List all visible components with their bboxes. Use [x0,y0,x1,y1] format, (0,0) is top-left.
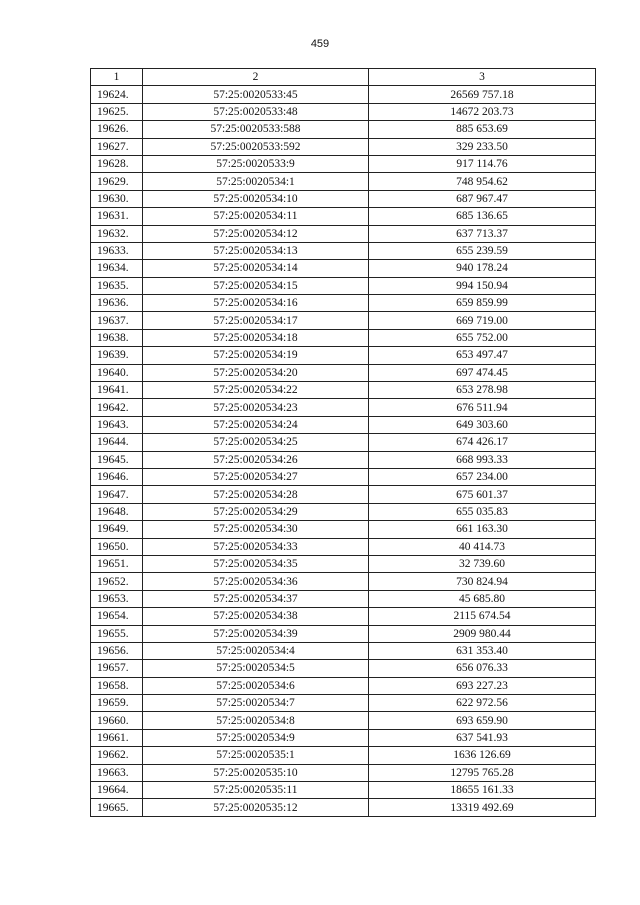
table-row [91,625,596,642]
cadastral-number: 57:25:0020534:39 [143,625,369,642]
row-number: 19651. [91,555,143,572]
row-number: 19640. [91,364,143,381]
table-row [91,538,596,555]
cadastral-value: 675 601.37 [369,486,596,503]
column-header-1: 1 [91,69,143,86]
cadastral-number: 57:25:0020534:29 [143,503,369,520]
row-number: 19656. [91,642,143,659]
cadastral-value: 657 234.00 [369,468,596,485]
cadastral-value: 653 497.47 [369,347,596,364]
table-row [91,364,596,381]
cadastral-value: 32 739.60 [369,555,596,572]
column-header-2: 2 [143,69,369,86]
table-row [91,295,596,312]
cadastral-value: 693 227.23 [369,677,596,694]
table-body [91,86,596,816]
row-number: 19657. [91,660,143,677]
row-number: 19641. [91,382,143,399]
cadastral-value: 13319 492.69 [369,799,596,816]
table-row [91,155,596,172]
row-number: 19655. [91,625,143,642]
cadastral-number: 57:25:0020534:35 [143,555,369,572]
table-row [91,677,596,694]
row-number: 19638. [91,329,143,346]
cadastral-number: 57:25:0020533:588 [143,121,369,138]
cadastral-number: 57:25:0020535:10 [143,764,369,781]
table-row [91,782,596,799]
table-row [91,138,596,155]
cadastral-value: 661 163.30 [369,521,596,538]
cadastral-value: 14672 203.73 [369,103,596,120]
cadastral-value: 917 114.76 [369,155,596,172]
cadastral-number: 57:25:0020534:36 [143,573,369,590]
table-row [91,608,596,625]
row-number: 19630. [91,190,143,207]
cadastral-value-table [90,68,596,817]
cadastral-number: 57:25:0020534:23 [143,399,369,416]
row-number: 19643. [91,416,143,433]
cadastral-number: 57:25:0020534:18 [143,329,369,346]
table-row [91,764,596,781]
cadastral-number: 57:25:0020534:38 [143,608,369,625]
page-number: 459 [310,38,330,50]
cadastral-value: 40 414.73 [369,538,596,555]
table-row [91,712,596,729]
row-number: 19624. [91,86,143,103]
cadastral-number: 57:25:0020534:19 [143,347,369,364]
cadastral-number: 57:25:0020534:25 [143,434,369,451]
table-row [91,503,596,520]
table-row [91,416,596,433]
cadastral-number: 57:25:0020534:30 [143,521,369,538]
table-row [91,660,596,677]
cadastral-value: 18655 161.33 [369,782,596,799]
table-row [91,451,596,468]
row-number: 19648. [91,503,143,520]
table-row [91,555,596,572]
table-row [91,695,596,712]
cadastral-number: 57:25:0020533:45 [143,86,369,103]
table-row [91,799,596,816]
cadastral-value: 676 511.94 [369,399,596,416]
cadastral-number: 57:25:0020534:28 [143,486,369,503]
cadastral-value: 748 954.62 [369,173,596,190]
cadastral-number: 57:25:0020534:7 [143,695,369,712]
cadastral-value: 45 685.80 [369,590,596,607]
table-row [91,277,596,294]
table-row [91,208,596,225]
cadastral-value: 668 993.33 [369,451,596,468]
cadastral-number: 57:25:0020534:12 [143,225,369,242]
cadastral-value: 687 967.47 [369,190,596,207]
row-number: 19665. [91,799,143,816]
table-row [91,329,596,346]
cadastral-value: 885 653.69 [369,121,596,138]
cadastral-value: 649 303.60 [369,416,596,433]
cadastral-number: 57:25:0020534:4 [143,642,369,659]
cadastral-number: 57:25:0020533:9 [143,155,369,172]
cadastral-value: 2115 674.54 [369,608,596,625]
cadastral-number: 57:25:0020535:1 [143,747,369,764]
cadastral-number: 57:25:0020534:5 [143,660,369,677]
cadastral-value: 1636 126.69 [369,747,596,764]
cadastral-value: 655 752.00 [369,329,596,346]
row-number: 19637. [91,312,143,329]
table-row [91,468,596,485]
row-number: 19653. [91,590,143,607]
row-number: 19631. [91,208,143,225]
table-row [91,590,596,607]
cadastral-number: 57:25:0020534:6 [143,677,369,694]
row-number: 19647. [91,486,143,503]
row-number: 19625. [91,103,143,120]
row-number: 19629. [91,173,143,190]
cadastral-number: 57:25:0020534:1 [143,173,369,190]
cadastral-number: 57:25:0020534:37 [143,590,369,607]
cadastral-value: 994 150.94 [369,277,596,294]
row-number: 19652. [91,573,143,590]
cadastral-number: 57:25:0020535:12 [143,799,369,816]
table-row [91,399,596,416]
row-number: 19645. [91,451,143,468]
cadastral-number: 57:25:0020534:15 [143,277,369,294]
row-number: 19626. [91,121,143,138]
cadastral-number: 57:25:0020535:11 [143,782,369,799]
cadastral-value: 730 824.94 [369,573,596,590]
table-row [91,521,596,538]
cadastral-value: 655 239.59 [369,242,596,259]
table-row [91,103,596,120]
cadastral-value: 637 713.37 [369,225,596,242]
cadastral-value: 940 178.24 [369,260,596,277]
table-row [91,729,596,746]
table-row [91,86,596,103]
row-number: 19664. [91,782,143,799]
cadastral-number: 57:25:0020534:24 [143,416,369,433]
cadastral-number: 57:25:0020534:17 [143,312,369,329]
table-row [91,486,596,503]
row-number: 19634. [91,260,143,277]
cadastral-value: 697 474.45 [369,364,596,381]
cadastral-value: 2909 980.44 [369,625,596,642]
row-number: 19646. [91,468,143,485]
row-number: 19627. [91,138,143,155]
cadastral-number: 57:25:0020534:26 [143,451,369,468]
table-row [91,747,596,764]
row-number: 19662. [91,747,143,764]
table-row [91,173,596,190]
table-row [91,225,596,242]
row-number: 19663. [91,764,143,781]
column-header-3: 3 [369,69,596,86]
cadastral-value: 685 136.65 [369,208,596,225]
table-row [91,190,596,207]
cadastral-number: 57:25:0020534:11 [143,208,369,225]
cadastral-value: 637 541.93 [369,729,596,746]
table-row [91,434,596,451]
cadastral-number: 57:25:0020534:16 [143,295,369,312]
row-number: 19659. [91,695,143,712]
cadastral-number: 57:25:0020533:48 [143,103,369,120]
cadastral-value: 669 719.00 [369,312,596,329]
table-row [91,121,596,138]
cadastral-number: 57:25:0020534:9 [143,729,369,746]
cadastral-number: 57:25:0020534:22 [143,382,369,399]
table-row [91,642,596,659]
row-number: 19642. [91,399,143,416]
cadastral-value: 622 972.56 [369,695,596,712]
table-row [91,312,596,329]
cadastral-number: 57:25:0020534:13 [143,242,369,259]
cadastral-value: 631 353.40 [369,642,596,659]
cadastral-value: 693 659.90 [369,712,596,729]
cadastral-value: 656 076.33 [369,660,596,677]
cadastral-number: 57:25:0020534:8 [143,712,369,729]
cadastral-value: 674 426.17 [369,434,596,451]
row-number: 19650. [91,538,143,555]
cadastral-value: 655 035.83 [369,503,596,520]
cadastral-number: 57:25:0020534:27 [143,468,369,485]
cadastral-value: 26569 757.18 [369,86,596,103]
row-number: 19644. [91,434,143,451]
table-row [91,382,596,399]
table-row [91,573,596,590]
row-number: 19636. [91,295,143,312]
cadastral-number: 57:25:0020534:20 [143,364,369,381]
row-number: 19658. [91,677,143,694]
row-number: 19628. [91,155,143,172]
cadastral-number: 57:25:0020533:592 [143,138,369,155]
cadastral-number: 57:25:0020534:14 [143,260,369,277]
table-row [91,347,596,364]
row-number: 19639. [91,347,143,364]
row-number: 19632. [91,225,143,242]
row-number: 19635. [91,277,143,294]
table-header-row [91,69,596,86]
cadastral-number: 57:25:0020534:33 [143,538,369,555]
cadastral-number: 57:25:0020534:10 [143,190,369,207]
row-number: 19654. [91,608,143,625]
row-number: 19633. [91,242,143,259]
row-number: 19649. [91,521,143,538]
row-number: 19660. [91,712,143,729]
row-number: 19661. [91,729,143,746]
cadastral-value: 12795 765.28 [369,764,596,781]
cadastral-value: 329 233.50 [369,138,596,155]
cadastral-value: 653 278.98 [369,382,596,399]
table-row [91,242,596,259]
table-row [91,260,596,277]
cadastral-value: 659 859.99 [369,295,596,312]
